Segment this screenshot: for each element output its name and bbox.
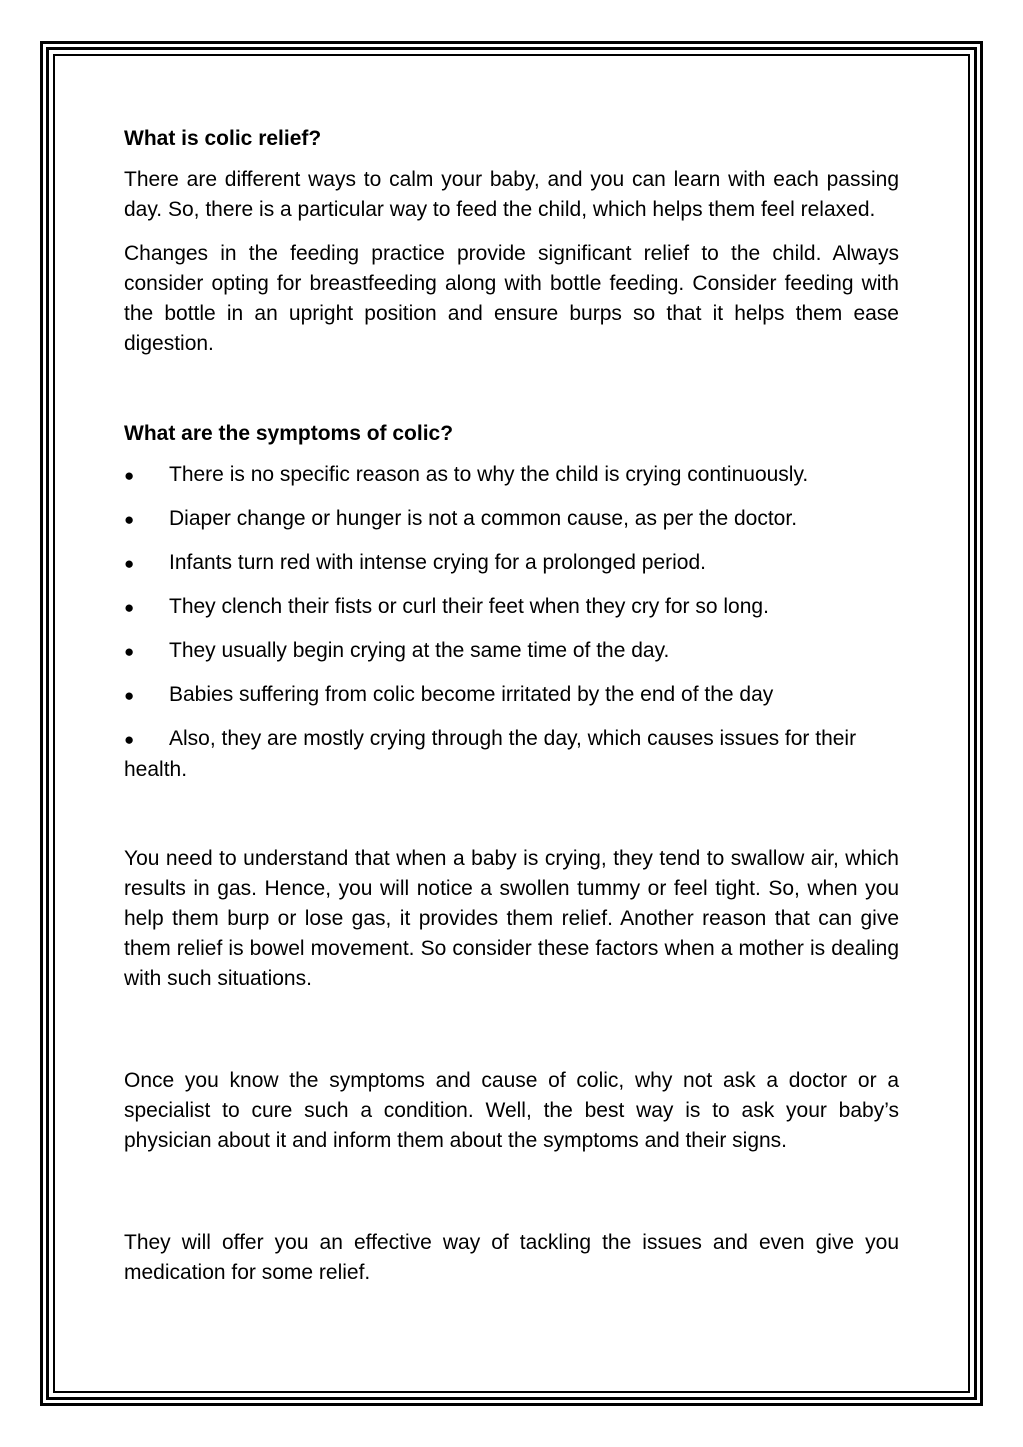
heading-colic-relief: What is colic relief? [124, 127, 322, 150]
list-item-text: There is no specific reason as to why the child is crying continuously. [169, 463, 809, 486]
list-item [124, 504, 899, 535]
list-item [124, 460, 899, 491]
bullet-icon: ● [124, 730, 135, 749]
paragraph-feeding-practice: Changes in the feeding practice provide significant relief to the child. Always consider opting for breastfeeding along with bottle feeding. Consider feeding with the bottle in an upright position and ensure burps so that it helps them ease digestion. [124, 242, 899, 355]
paragraph-calm-baby: There are different ways to calm your baby, and you can learn with each passing day. So, there is a particular way to feed the child, which helps them feel relaxed. [124, 168, 899, 221]
list-item-text: They usually begin crying at the same time of the day. [169, 639, 670, 662]
bullet-icon: ● [124, 686, 135, 705]
list-item [124, 548, 899, 579]
list-item [124, 636, 899, 667]
bullet-icon: ● [124, 554, 135, 573]
list-item [124, 592, 899, 623]
heading-symptoms: What are the symptoms of colic? [124, 422, 454, 445]
bullet-icon: ● [124, 598, 135, 617]
list-item [124, 680, 899, 711]
list-item-text: Also, they are mostly crying through the day, which causes issues for their health. [124, 727, 857, 781]
list-item-text: Babies suffering from colic become irritated by the end of the day [169, 683, 774, 706]
paragraph-closing: They will offer you an effective way of tackling the issues and even give you medication for some relief. [124, 1231, 899, 1284]
paragraph-gas: You need to understand that when a baby is crying, they tend to swallow air, which results in gas. Hence, you will notice a swollen tummy or feel tight. So, when you help them burp or lose gas, it provides them relief. Another reason that can give them relief is bowel movement. So consider these factors when a mother is dealing with such situations. [124, 847, 899, 990]
list-item [124, 724, 899, 785]
list-item-text: Diaper change or hunger is not a common cause, as per the doctor. [169, 507, 798, 530]
symptoms-list [124, 460, 899, 785]
bullet-icon: ● [124, 466, 135, 485]
bullet-icon: ● [124, 510, 135, 529]
list-item-text: They clench their fists or curl their feet when they cry for so long. [169, 595, 769, 618]
bullet-icon: ● [124, 642, 135, 661]
list-item-text: Infants turn red with intense crying for a prolonged period. [169, 551, 706, 574]
document-body [124, 124, 899, 1302]
paragraph-doctor: Once you know the symptoms and cause of colic, why not ask a doctor or a specialist to cure such a condition. Well, the best way is to ask your baby’s physician about it and inform them about the symptoms and their signs. [124, 1069, 899, 1152]
